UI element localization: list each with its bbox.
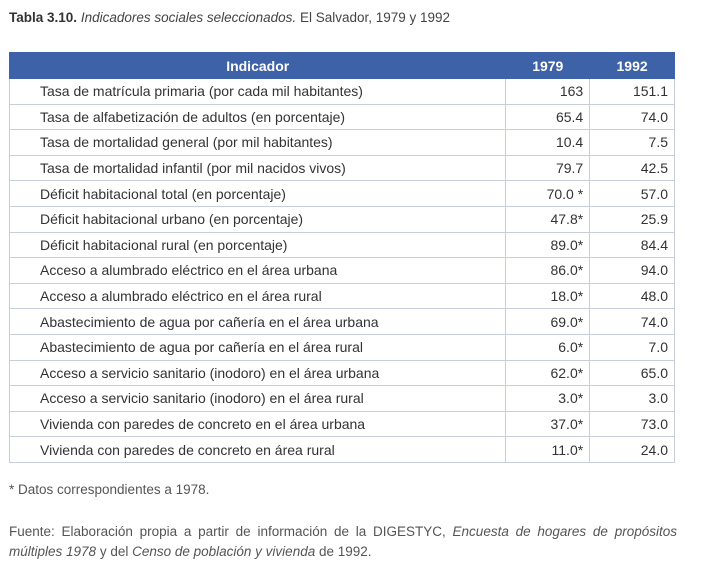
cell-1992: 74.0	[590, 309, 675, 335]
cell-1992: 48.0	[590, 283, 675, 309]
cell-1992: 3.0	[590, 386, 675, 412]
source-census: Censo de población y vivienda	[132, 544, 316, 559]
table-row	[10, 130, 675, 156]
cell-1992: 7.5	[590, 130, 675, 156]
table-row	[10, 283, 675, 309]
table-caption	[9, 10, 450, 25]
table-row	[10, 309, 675, 335]
cell-1979: 62.0*	[506, 360, 590, 386]
source-middle: y del	[96, 544, 133, 559]
cell-indicator: Tasa de matrícula primaria (por cada mil habitantes)	[10, 79, 506, 105]
cell-1992: 25.9	[590, 206, 675, 232]
table-row	[10, 360, 675, 386]
header-indicator: Indicador	[10, 53, 506, 79]
header-1992: 1992	[590, 53, 675, 79]
table-row	[10, 258, 675, 284]
cell-indicator: Vivienda con paredes de concreto en área rural	[10, 437, 506, 463]
cell-1992: 94.0	[590, 258, 675, 284]
cell-1979: 47.8*	[506, 206, 590, 232]
cell-1979: 10.4	[506, 130, 590, 156]
cell-1992: 24.0	[590, 437, 675, 463]
table-header-row	[10, 53, 675, 79]
table-row	[10, 411, 675, 437]
source-suffix: de 1992.	[315, 544, 372, 559]
cell-indicator: Acceso a alumbrado eléctrico en el área rural	[10, 283, 506, 309]
cell-1992: 57.0	[590, 181, 675, 207]
cell-indicator: Acceso a alumbrado eléctrico en el área urbana	[10, 258, 506, 284]
caption-rest: El Salvador, 1979 y 1992	[299, 10, 451, 25]
cell-indicator: Tasa de mortalidad general (por mil habitantes)	[10, 130, 506, 156]
table-row	[10, 334, 675, 360]
cell-1992: 74.0	[590, 104, 675, 130]
cell-indicator: Vivienda con paredes de concreto en el área urbana	[10, 411, 506, 437]
cell-1979: 18.0*	[506, 283, 590, 309]
source-survey: Encuesta de hogares de propósitos múltiples 1978	[9, 524, 677, 559]
cell-indicator: Tasa de mortalidad infantil (por mil nacidos vivos)	[10, 155, 506, 181]
source-note	[9, 522, 677, 562]
cell-indicator: Acceso a servicio sanitario (inodoro) en el área rural	[10, 386, 506, 412]
caption-label: Tabla 3.10.	[9, 10, 78, 25]
cell-1992: 151.1	[590, 79, 675, 105]
cell-1992: 65.0	[590, 360, 675, 386]
cell-1979: 89.0*	[506, 232, 590, 258]
cell-1979: 11.0*	[506, 437, 590, 463]
cell-1979: 70.0 *	[506, 181, 590, 207]
cell-1992: 42.5	[590, 155, 675, 181]
cell-1979: 86.0*	[506, 258, 590, 284]
cell-1979: 3.0*	[506, 386, 590, 412]
cell-indicator: Abastecimiento de agua por cañería en el área rural	[10, 334, 506, 360]
table-row	[10, 104, 675, 130]
cell-1979: 79.7	[506, 155, 590, 181]
table-row	[10, 181, 675, 207]
indicators-table	[9, 52, 675, 463]
cell-1992: 84.4	[590, 232, 675, 258]
cell-indicator: Abastecimiento de agua por cañería en el área urbana	[10, 309, 506, 335]
cell-indicator: Tasa de alfabetización de adultos (en porcentaje)	[10, 104, 506, 130]
cell-1979: 6.0*	[506, 334, 590, 360]
cell-indicator: Déficit habitacional urbano (en porcentaje)	[10, 206, 506, 232]
header-1979: 1979	[506, 53, 590, 79]
cell-1992: 7.0	[590, 334, 675, 360]
table-row	[10, 155, 675, 181]
source-prefix: Fuente: Elaboración propia a partir de información de la DIGESTYC,	[9, 524, 453, 539]
footnote: * Datos correspondientes a 1978.	[9, 482, 210, 497]
table-row	[10, 232, 675, 258]
cell-indicator: Acceso a servicio sanitario (inodoro) en el área urbana	[10, 360, 506, 386]
table-row	[10, 386, 675, 412]
cell-1979: 65.4	[506, 104, 590, 130]
cell-1979: 37.0*	[506, 411, 590, 437]
table-row	[10, 79, 675, 105]
table-row	[10, 206, 675, 232]
cell-indicator: Déficit habitacional total (en porcentaje)	[10, 181, 506, 207]
cell-1979: 69.0*	[506, 309, 590, 335]
caption-title: Indicadores sociales seleccionados.	[80, 10, 297, 25]
table-body	[10, 79, 675, 463]
cell-indicator: Déficit habitacional rural (en porcentaje)	[10, 232, 506, 258]
table-row	[10, 437, 675, 463]
cell-1992: 73.0	[590, 411, 675, 437]
cell-1979: 163	[506, 79, 590, 105]
